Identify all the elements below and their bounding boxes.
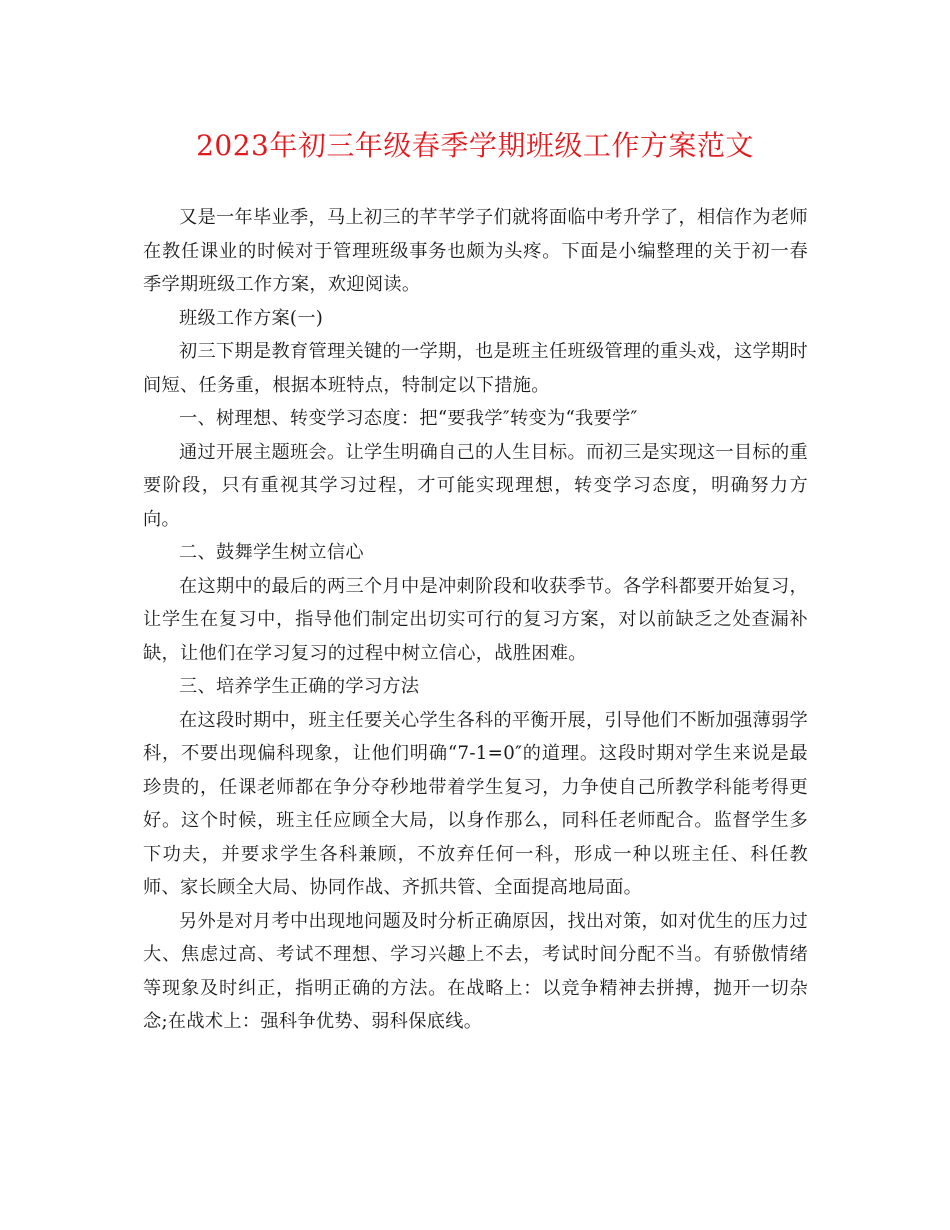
- paragraph-overview: 初三下期是教育管理关键的一学期，也是班主任班级管理的重头戏，这学期时间短、任务重，根据本班特点，特制定以下措施。: [143, 341, 808, 396]
- document-body: [143, 201, 808, 1039]
- section-heading-1: 一、树理想、转变学习态度：把“要我学″转变为“我要学″: [179, 408, 638, 429]
- paragraph-additional: 另外是对月考中出现地问题及时分析正确原因，找出对策，如对优生的压力过大、焦虑过高、考试不理想、学习兴趣上不去，考试时间分配不当。有骄傲情绪等现象及时纠正，指明正确的方法。在战略上：以竞争精神去拼搏，抛开一切杂念;在战术上：强科争优势、弱科保底线。: [143, 910, 808, 1032]
- paragraph-section-2: 在这期中的最后的两三个月中是冲刺阶段和收获季节。各学科都要开始复习，让学生在复习中，指导他们制定出切实可行的复习方案，对以前缺乏之处查漏补缺，让他们在学习复习的过程中树立信心，战胜困难。: [143, 575, 808, 664]
- section-heading-3: 三、培养学生正确的学习方法: [179, 676, 420, 697]
- paragraph-intro: 又是一年毕业季，马上初三的芊芊学子们就将面临中考升学了，相信作为老师在教任课业的时候对于管理班级事务也颇为头疼。下面是小编整理的关于初一春季学期班级工作方案，欢迎阅读。: [143, 207, 808, 295]
- section-heading-plan-one: 班级工作方案(一): [179, 307, 324, 329]
- paragraph-section-1: 通过开展主题班会。让学生明确自己的人生目标。而初三是实现这一目标的重要阶段，只有重视其学习过程，才可能实现理想，转变学习态度，明确努力方向。: [143, 441, 808, 530]
- paragraph-section-3: 在这段时期中，班主任要关心学生各科的平衡开展，引导他们不断加强薄弱学科，不要出现偏科现象，让他们明确“7-1=0″的道理。这段时期对学生来说是最珍贵的，任课老师都在争分夺秒地带着学生复习，力争使自己所教学科能考得更好。这个时候，班主任应顾全大局，以身作那么，同科任老师配合。监督学生多下功夫，并要求学生各科兼顾，不放弃任何一科，形成一种以班主任、科任教师、家长顾全大局、协同作战、齐抓共管、全面提高地局面。: [143, 709, 808, 898]
- document-title: 2023年初三年级春季学期班级工作方案范文: [196, 129, 754, 162]
- section-heading-2: 二、鼓舞学生树立信心: [179, 542, 364, 563]
